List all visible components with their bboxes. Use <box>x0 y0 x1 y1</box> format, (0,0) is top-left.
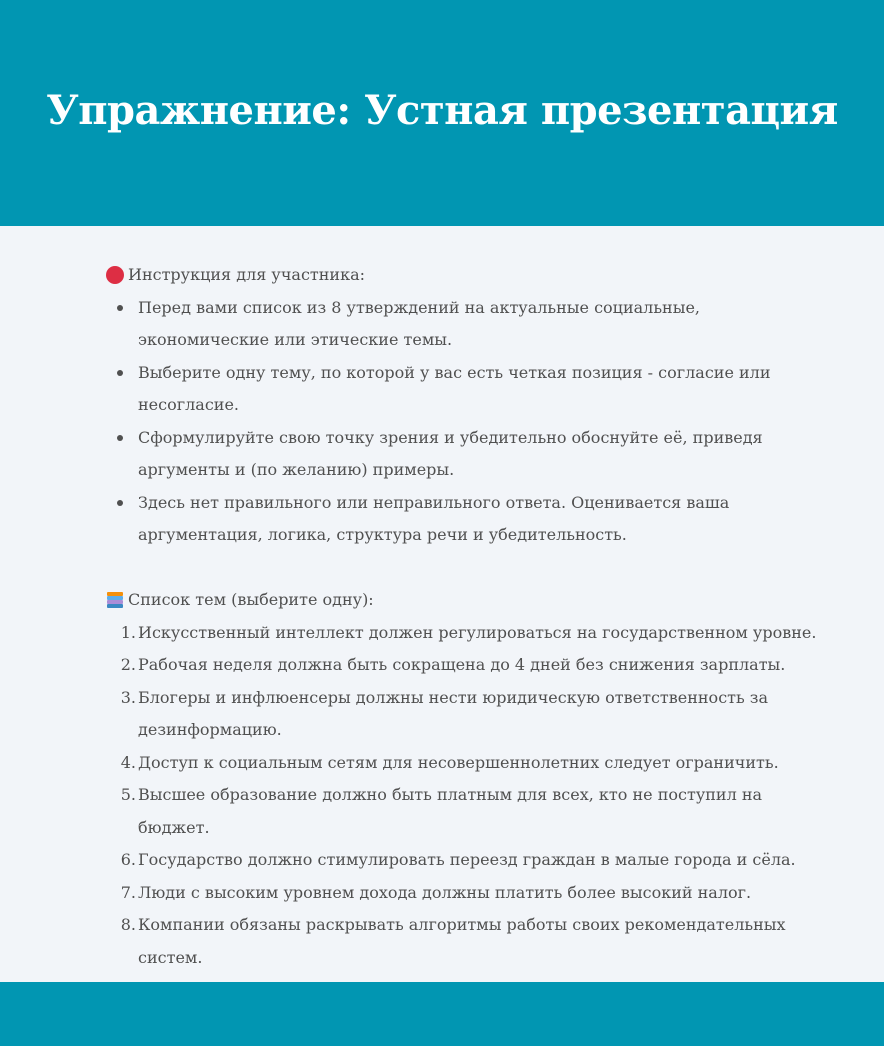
instructions-list <box>106 292 826 552</box>
footer-banner <box>0 982 884 1046</box>
topic-item: 2. Рабочая неделя должна быть сокращена до 4 дней без снижения зарплаты. <box>120 655 786 674</box>
instruction-item: Выберите одну тему, по которой у вас есть четкая позиция - согласие или несогласие. <box>106 357 826 422</box>
topics-heading-row <box>106 584 826 617</box>
topic-item: 3. Блогеры и инфлюенсеры должны нести юридическую ответственность за дезинформацию. <box>120 687 769 739</box>
main-content <box>106 259 826 974</box>
books-icon <box>106 591 124 609</box>
topic-item: 8. Компании обязаны раскрывать алгоритмы работы своих рекомендательных систем. <box>120 915 786 967</box>
bullet-icon <box>117 435 123 441</box>
topic-item: 4. Доступ к социальным сетям для несовершеннолетних следует ограничить. <box>120 752 779 772</box>
topic-item: 6. Государство должно стимулировать переезд граждан в малые города и сёла. <box>120 850 796 869</box>
instruction-item: Здесь нет правильного или неправильного ответа. Оценивается ваша аргументация, логика, структура речи и убедительность. <box>106 487 826 552</box>
topic-item: 1. Искусственный интеллект должен регулироваться на государственном уровне. <box>120 622 817 642</box>
section-spacer <box>106 552 826 585</box>
topics-list <box>106 617 826 975</box>
page-title: Упражнение: Устная презентация <box>46 87 838 134</box>
header-banner <box>0 0 884 226</box>
topic-item: 7. Люди с высоким уровнем дохода должны платить более высокий налог. <box>120 882 752 902</box>
topic-item: 5. Высшее образование должно быть платным для всех, кто не поступил на бюджет. <box>120 785 763 837</box>
topics-heading: Список тем (выберите одну): <box>128 590 374 609</box>
instructions-heading-row <box>106 259 826 292</box>
bullet-icon <box>117 370 123 376</box>
instruction-item: Сформулируйте свою точку зрения и убедительно обоснуйте её, приведя аргументы и (по желанию) примеры. <box>106 422 826 487</box>
bullet-icon <box>117 500 123 506</box>
bullet-icon <box>117 305 123 311</box>
red-circle-icon <box>106 266 124 284</box>
instructions-heading: Инструкция для участника: <box>128 265 366 284</box>
instruction-item: Перед вами список из 8 утверждений на актуальные социальные, экономические или этические темы. <box>106 292 826 357</box>
